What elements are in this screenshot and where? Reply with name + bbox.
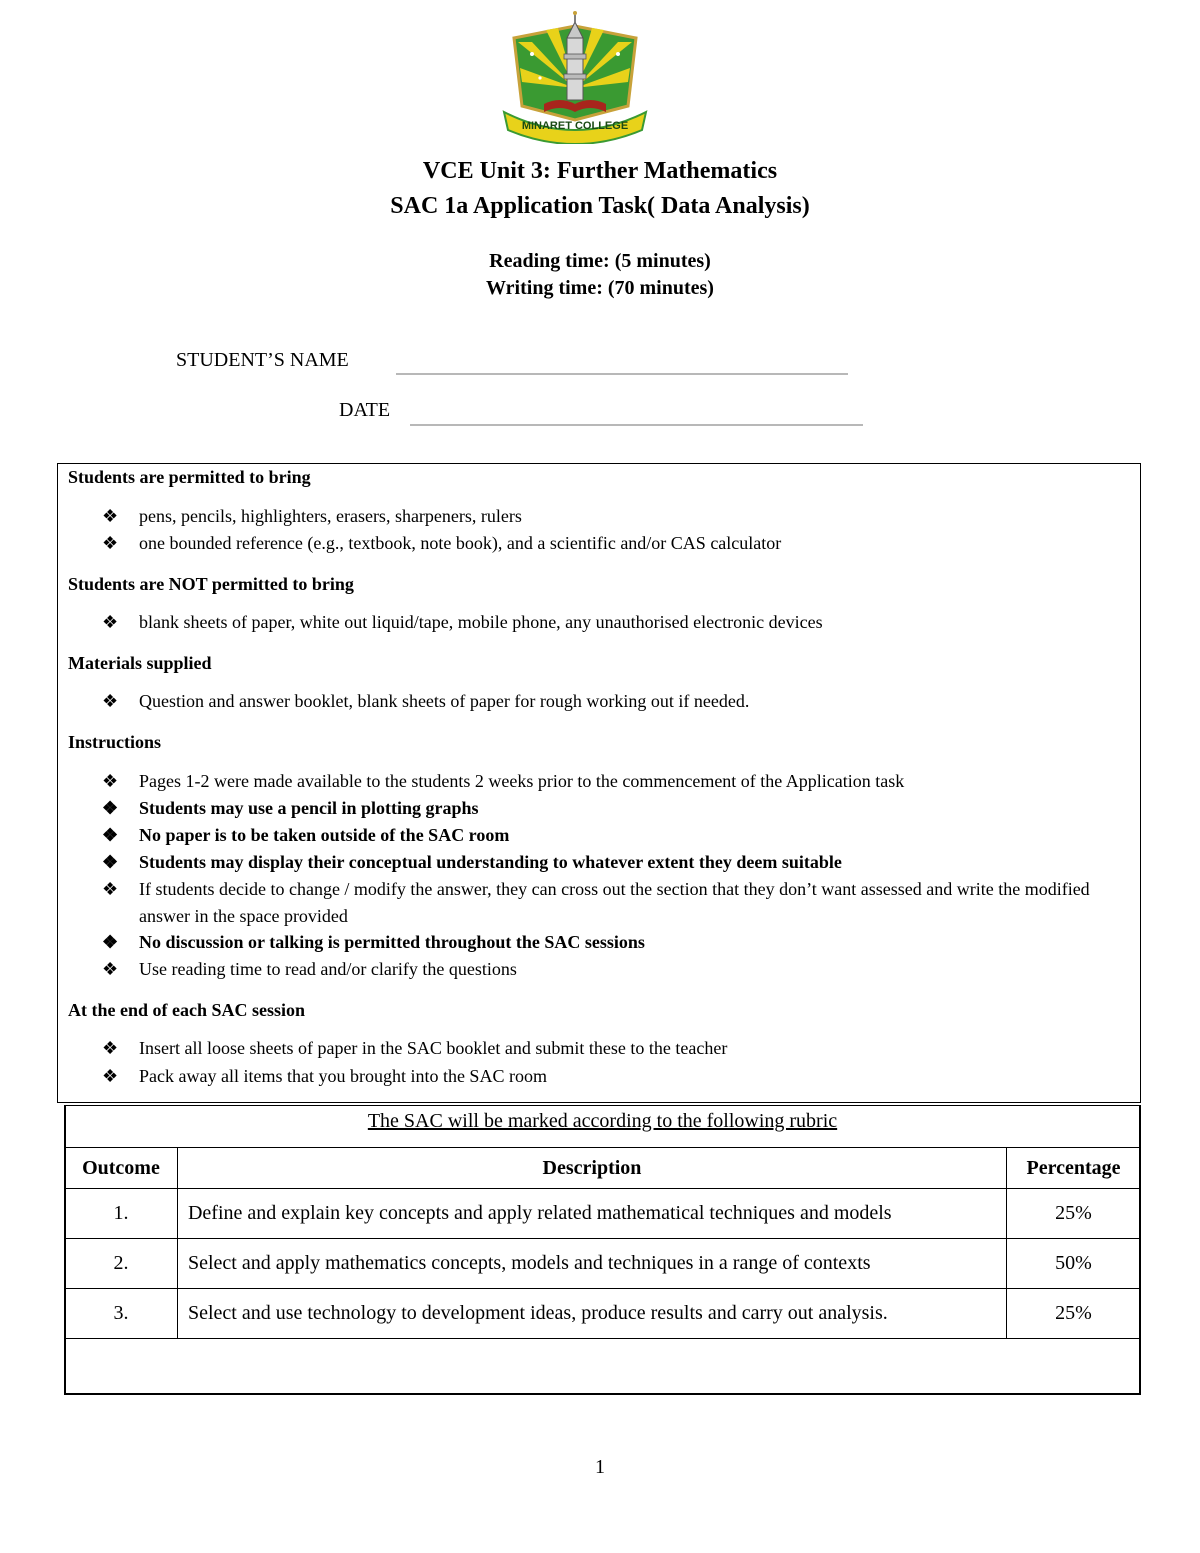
list-item: ❖ one bounded reference (e.g., textbook, note book), and a scientific and/or CAS calculator bbox=[102, 530, 1132, 557]
date-label: DATE bbox=[339, 399, 391, 421]
rubric-section bbox=[64, 1105, 1141, 1395]
college-logo bbox=[500, 8, 650, 144]
description-cell: Select and apply mathematics concepts, models and techniques in a range of contexts bbox=[177, 1239, 1006, 1289]
outcome-cell: 2. bbox=[65, 1239, 178, 1289]
diamond-bullet-icon: ❖ bbox=[102, 852, 119, 872]
diamond-bullet-icon: ❖ bbox=[102, 959, 119, 979]
outcome-cell: 1. bbox=[65, 1189, 178, 1239]
date-line[interactable] bbox=[410, 424, 863, 426]
document-title: VCE Unit 3: Further Mathematics bbox=[422, 158, 778, 184]
list-item: ❖ pens, pencils, highlighters, erasers, sharpeners, rulers bbox=[102, 503, 1132, 530]
table-row bbox=[65, 1239, 1141, 1289]
diamond-bullet-icon: ❖ bbox=[102, 932, 119, 952]
diamond-bullet-icon: ❖ bbox=[102, 506, 119, 526]
table-row bbox=[65, 1189, 1141, 1239]
writing-time: Writing time: (70 minutes) bbox=[486, 277, 714, 299]
list-item: ❖ Students may display their conceptual understanding to whatever extent they deem suitable bbox=[102, 849, 1132, 876]
diamond-bullet-icon: ❖ bbox=[102, 1038, 119, 1058]
list-item: ❖ Pack away all items that you brought into the SAC room bbox=[102, 1063, 1132, 1090]
percentage-cell: 25% bbox=[1007, 1289, 1141, 1339]
list-item: ❖ blank sheets of paper, white out liquid/tape, mobile phone, any unauthorised electronic devices bbox=[102, 609, 1132, 636]
list-item: ❖ No paper is to be taken outside of the SAC room bbox=[102, 822, 1132, 849]
list-item: ❖ No discussion or talking is permitted throughout the SAC sessions bbox=[102, 929, 1132, 956]
student-name-label: STUDENT’S NAME bbox=[176, 349, 349, 371]
list-item: ❖ Pages 1-2 were made available to the students 2 weeks prior to the commencement of the Application task bbox=[102, 768, 1132, 795]
header-description: Description bbox=[177, 1148, 1006, 1189]
not-permitted-heading: Students are NOT permitted to bring bbox=[68, 574, 354, 594]
list-item: ❖ Use reading time to read and/or clarify the questions bbox=[102, 956, 1132, 983]
document-subtitle: SAC 1a Application Task( Data Analysis) bbox=[390, 193, 810, 219]
rubric-header-row bbox=[65, 1148, 1141, 1189]
materials-heading: Materials supplied bbox=[68, 653, 212, 673]
list-item: ❖ Insert all loose sheets of paper in the SAC booklet and submit these to the teacher bbox=[102, 1035, 1132, 1062]
list-item: ❖ Students may use a pencil in plotting graphs bbox=[102, 795, 1132, 822]
rubric-table bbox=[64, 1147, 1141, 1339]
header-percentage: Percentage bbox=[1007, 1148, 1141, 1189]
header-outcome: Outcome bbox=[65, 1148, 178, 1189]
diamond-bullet-icon: ❖ bbox=[102, 533, 119, 553]
end-of-session-heading: At the end of each SAC session bbox=[68, 1000, 306, 1020]
diamond-bullet-icon: ❖ bbox=[102, 879, 119, 899]
diamond-bullet-icon: ❖ bbox=[102, 771, 119, 791]
permitted-heading: Students are permitted to bring bbox=[68, 467, 311, 487]
list-item: ❖ If students decide to change / modify the answer, they can cross out the section that they don’t want assessed and write the modified answer in the space provided bbox=[102, 876, 1132, 930]
description-cell: Define and explain key concepts and apply related mathematical techniques and models bbox=[177, 1189, 1006, 1239]
diamond-bullet-icon: ❖ bbox=[102, 798, 119, 818]
list-item: ❖ Question and answer booklet, blank sheets of paper for rough working out if needed. bbox=[102, 688, 1132, 715]
page-number: 1 bbox=[595, 1456, 605, 1478]
student-name-line[interactable] bbox=[396, 373, 848, 375]
rubric-caption: The SAC will be marked according to the following rubric bbox=[367, 1110, 838, 1132]
diamond-bullet-icon: ❖ bbox=[102, 1066, 119, 1086]
outcome-cell: 3. bbox=[65, 1289, 178, 1339]
rules-box bbox=[57, 463, 1141, 1103]
diamond-bullet-icon: ❖ bbox=[102, 691, 119, 711]
table-row bbox=[65, 1289, 1141, 1339]
diamond-bullet-icon: ❖ bbox=[102, 825, 119, 845]
percentage-cell: 50% bbox=[1007, 1239, 1141, 1289]
reading-time: Reading time: (5 minutes) bbox=[489, 250, 711, 272]
logo-text: MINARET COLLEGE bbox=[521, 120, 629, 132]
description-cell: Select and use technology to development ideas, produce results and carry out analysis. bbox=[177, 1289, 1006, 1339]
instructions-heading: Instructions bbox=[68, 732, 162, 752]
diamond-bullet-icon: ❖ bbox=[102, 612, 119, 632]
percentage-cell: 25% bbox=[1007, 1189, 1141, 1239]
